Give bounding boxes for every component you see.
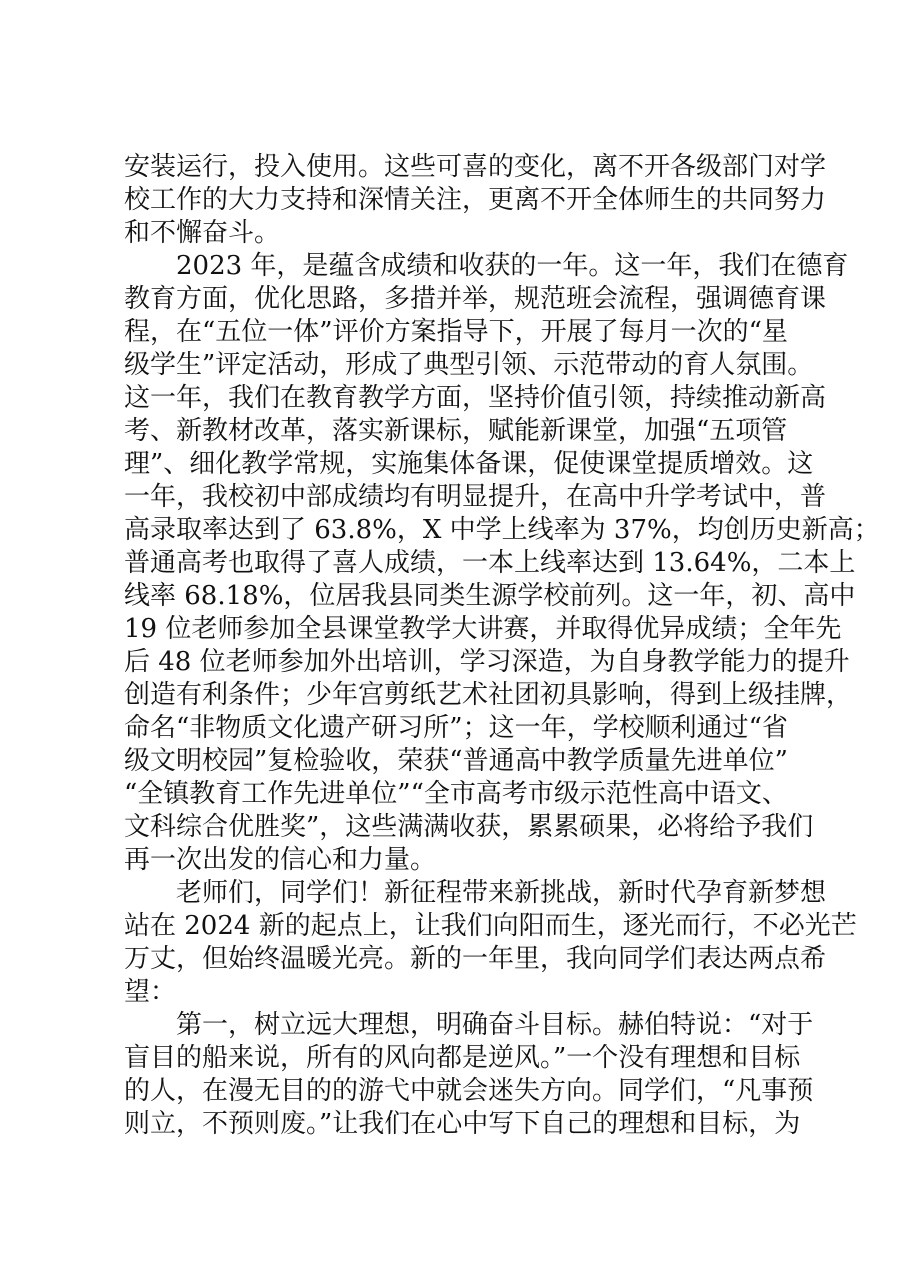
- text-line: 级文明校园”复检验收，荣获“普通高中教学质量先进单位”: [124, 746, 788, 776]
- paragraph-start-line: 第一，树立远大理想，明确奋斗目标。赫伯特说：“对于: [176, 1010, 814, 1040]
- text-line: 万丈，但始终温暖光亮。新的一年里，我向同学们表达两点希: [124, 944, 827, 974]
- text-line: 线率 68.18%，位居我县同类生源学校前列。这一年，初、高中: [124, 581, 856, 611]
- speech-text: [124, 151, 880, 1141]
- text-line: 盲目的船来说，所有的风向都是逆风。”一个没有理想和目标: [124, 1043, 801, 1073]
- text-line: 站在 2024 新的起点上，让我们向阳而生，逐光而行，不必光芒: [124, 911, 857, 941]
- text-line: 和不懈奋斗。: [124, 218, 281, 248]
- text-line: 考、新教材改革，落实新课标，赋能新课堂，加强“五项管: [124, 416, 788, 446]
- text-line: 高录取率达到了 63.8%，X 中学上线率为 37%，均创历史新高；: [124, 515, 880, 545]
- text-line: 理”、细化教学常规，实施集体备课，促使课堂提质增效。这: [124, 449, 814, 479]
- text-line: 普通高考也取得了喜人成绩，一本上线率达到 13.64%，二本上: [124, 548, 856, 578]
- paragraph-start-line: 老师们，同学们！新征程带来新挑战，新时代孕育新梦想: [176, 878, 827, 908]
- text-line: 再一次出发的信心和力量。: [124, 845, 437, 875]
- text-line: 教育方面，优化思路，多措并举，规范班会流程，强调德育课: [124, 284, 827, 314]
- text-line: 这一年，我们在教育教学方面，坚持价值引领，持续推动新高: [124, 383, 827, 413]
- text-line: 19 位老师参加全县课堂教学大讲赛，并取得优异成绩；全年先: [124, 614, 842, 644]
- text-line: 文科综合优胜奖”，这些满满收获，累累硕果，必将给予我们: [124, 812, 814, 842]
- text-line: 创造有利条件；少年宫剪纸艺术社团初具影响，得到上级挂牌，: [124, 680, 853, 710]
- text-line: 级学生”评定活动，形成了典型引领、示范带动的育人氛围。: [124, 350, 814, 380]
- text-line: 的人，在漫无目的的游弋中就会迷失方向。同学们，“凡事预: [124, 1076, 814, 1106]
- text-line: 命名“非物质文化遗产研习所”；这一年，学校顺利通过“省: [124, 713, 788, 743]
- text-line: 校工作的大力支持和深情关注，更离不开全体师生的共同努力: [124, 185, 827, 215]
- text-line: 望：: [124, 977, 177, 1007]
- text-line: 安装运行，投入使用。这些可喜的变化，离不开各级部门对学: [124, 152, 827, 182]
- text-line: “全镇教育工作先进单位”“全市高考市级示范性高中语文、: [124, 779, 788, 809]
- text-line: 一年，我校初中部成绩均有明显提升，在高中升学考试中，普: [124, 482, 827, 512]
- text-line: 则立，不预则废。”让我们在心中写下自己的理想和目标，为: [124, 1109, 801, 1139]
- text-line: 程，在“五位一体”评价方案指导下，开展了每月一次的“星: [124, 317, 788, 347]
- paragraph-start-line: 2023 年，是蕴含成绩和收获的一年。这一年，我们在德育: [176, 251, 849, 281]
- text-line: 后 48 位老师参加外出培训，学习深造，为自身教学能力的提升: [124, 647, 850, 677]
